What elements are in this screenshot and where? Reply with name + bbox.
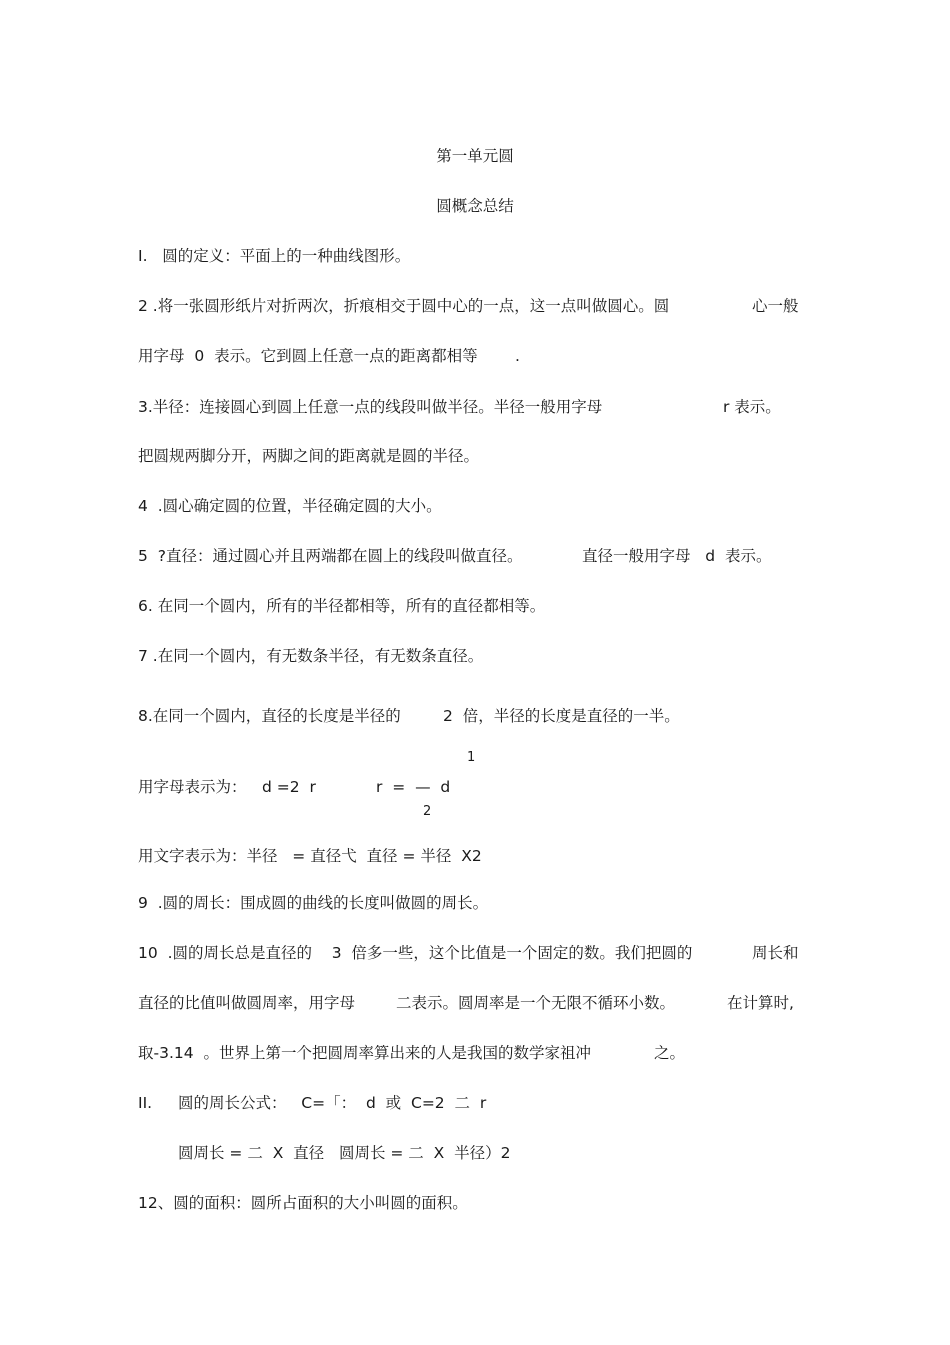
fraction-numerator: 1 <box>467 750 476 765</box>
page-subtitle: 圆概念总结 <box>436 197 514 215</box>
paragraph-14a: 10 .圆的周长总是直径的 3 倍多一些，这个比值是一个固定的数。我们把圆的 <box>138 944 693 962</box>
paragraph-15c: 在计算时, <box>727 994 794 1012</box>
paragraph-16a: 取-3.14 。世界上第一个把圆周率算出来的人是我国的数学家祖冲 <box>138 1044 591 1062</box>
paragraph-13: 9 .圆的周长：围成圆的曲线的长度叫做圆的周长。 <box>138 894 489 912</box>
paragraph-7a: 5 ?直径：通过圆心并且两端都在圆上的线段叫做直径。 <box>138 547 523 565</box>
paragraph-9: 7 .在同一个圆内，有无数条半径，有无数条直径。 <box>138 647 484 665</box>
paragraph-8: 6. 在同一个圆内，所有的半径都相等，所有的直径都相等。 <box>138 597 546 615</box>
paragraph-7b: 直径一般用字母 d 表示。 <box>582 547 772 565</box>
page-title: 第一单元圆 <box>436 147 514 165</box>
fraction-denominator: 2 <box>423 804 432 819</box>
circumference-formula: 圆的周长公式： C=「： d 或 C=2 二 r <box>178 1094 487 1112</box>
paragraph-4a: 3.半径：连接圆心到圆上任意一点的线段叫做半径。半径一般用字母 <box>138 398 603 416</box>
paragraph-2b: 心一般 <box>752 297 799 315</box>
paragraph-2a: 2 .将一张圆形纸片对折两次，折痕相交于圆中心的一点，这一点叫做圆心。圆 <box>138 297 670 315</box>
paragraph-15a: 直径的比值叫做圆周率，用字母 <box>138 994 356 1012</box>
formula-letters-label: 用字母表示为： <box>138 778 247 796</box>
formula-words: 用文字表示为：半径 = 直径弋 直径 = 半径 X2 <box>138 847 482 865</box>
paragraph-19: 12、圆的面积：圆所占面积的大小叫圆的面积。 <box>138 1194 468 1212</box>
paragraph-3b: . <box>515 347 520 365</box>
paragraph-17-number: II. <box>138 1094 153 1112</box>
paragraph-16b: 之。 <box>654 1044 686 1062</box>
formula-d-equals: d =2 r <box>262 778 316 796</box>
paragraph-4b: r 表示。 <box>723 398 781 416</box>
paragraph-15b: 二表示。圆周率是一个无限不循环小数。 <box>396 994 676 1012</box>
paragraph-6: 4 .圆心确定圆的位置，半径确定圆的大小。 <box>138 497 442 515</box>
paragraph-14b: 周长和 <box>752 944 799 962</box>
formula-r-equals: r = — d <box>376 778 451 796</box>
paragraph-3a: 用字母 0 表示。它到圆上任意一点的距离都相等 <box>138 347 478 365</box>
paragraph-5: 把圆规两脚分开，两脚之间的距离就是圆的半径。 <box>138 447 480 465</box>
paragraph-10b: 2 倍，半径的长度是直径的一半。 <box>443 707 680 725</box>
circumference-words: 圆周长 = 二 X 直径 圆周长 = 二 X 半径）2 <box>178 1144 511 1162</box>
paragraph-10a: 8.在同一个圆内，直径的长度是半径的 <box>138 707 401 725</box>
paragraph-1: I. 圆的定义：平面上的一种曲线图形。 <box>138 247 411 265</box>
